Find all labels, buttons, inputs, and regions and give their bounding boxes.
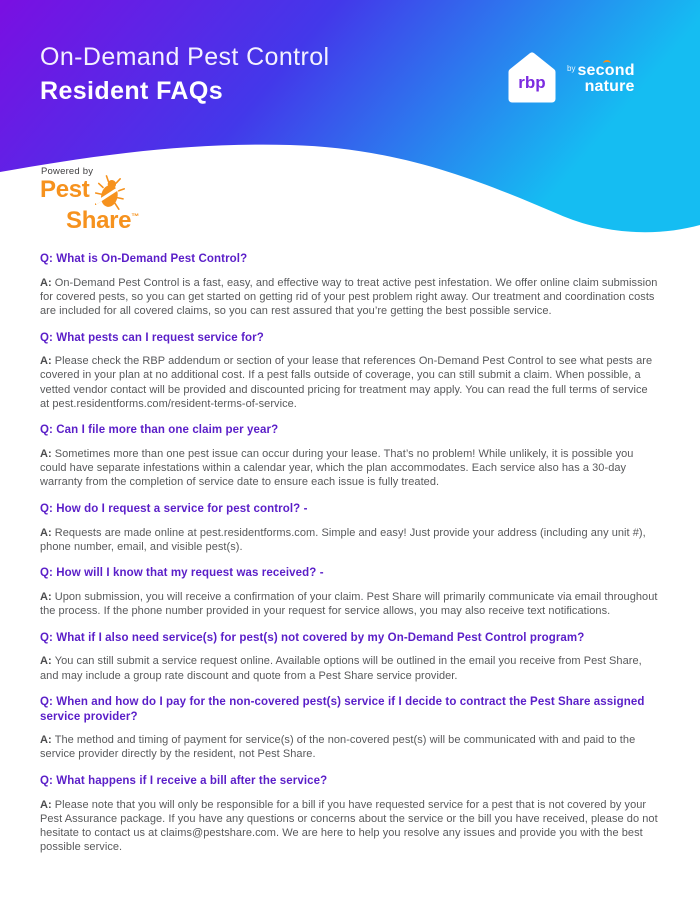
answer-text: Sometimes more than one pest issue can occur during your lease. That’s no problem! While unlikely, it is possible you could have separate infestations within a calendar year, which the plan accommodates. Each service also has a 30-day warranty from the completion of service date to ensure each issue is fully treated. (40, 447, 634, 489)
faq-item (40, 252, 660, 318)
faq-question: Q: When and how do I pay for the non-covered pest(s) service if I decide to contract the Pest Share assigned service provider? (40, 696, 645, 723)
faq-question: Q: What if I also need service(s) for pest(s) not covered by my On-Demand Pest Control program? (40, 631, 585, 644)
answer-prefix: A: (40, 447, 52, 460)
faq-question: Q: What is On-Demand Pest Control? (40, 253, 248, 265)
answer-text: Please note that you will only be responsible for a bill if you have requested service for a pest that is not covered by your Pest Assurance package. If you have any questions or concerns about the service or the bill you have received, please do not hesitate to contact us at claims@pestshare.com. We are here to help you resolve any issues and provide you with the best possible service. (40, 798, 658, 854)
faq-answer (40, 447, 660, 490)
faq-item (40, 566, 660, 618)
answer-prefix: A: (40, 526, 52, 539)
answer-prefix: A: (40, 734, 52, 747)
answer-text: Please check the RBP addendum or section of your lease that references On-Demand Pest Control to see what pests are covered in your plan at no additional cost. If a pest falls outside of coverage, you can still submit a claim. When possible, a vetted vendor contact will be provided and discounted pricing for treatment may apply. You can read the full terms of service at pest.residentforms.com/resident-terms-of-service. (40, 355, 653, 410)
answer-text: You can still submit a service request online. Available options will be outlined in the email you receive from Pest Share, and may include a group rate discount and quote from a Pest Share service provider. (40, 655, 642, 682)
faq-answer (40, 654, 660, 682)
faq-item (40, 695, 660, 761)
page-header (0, 0, 700, 250)
faq-answer (40, 276, 660, 319)
second-nature-wordmark (567, 63, 635, 95)
faq-answer (40, 590, 660, 618)
trademark-symbol: ™ (131, 212, 139, 221)
rbp-second-nature-logo (505, 50, 655, 108)
answer-prefix: A: (40, 276, 52, 289)
answer-text: On-Demand Pest Control is a fast, easy, and effective way to treat active pest infestation. We offer online claim submission for covered pests, so you can get started on getting rid of your pest problem right away. Our treatment and coordination costs are included for all covered claims, so you can rest assured that you’re getting the best possible service. (40, 276, 658, 317)
svg-text:rbp: rbp (518, 73, 546, 92)
faq-item (40, 331, 660, 411)
faq-answer (40, 798, 660, 855)
answer-text: Upon submission, you will receive a confirmation of your claim. Pest Share will primarily communicate via email throughout the process. If the phone number provided in your request for service allows, you may also receive text notifications. (40, 590, 658, 618)
faq-question: Q: What happens if I receive a bill after the service? (40, 775, 328, 788)
answer-prefix: A: (40, 355, 52, 368)
faq-content (0, 250, 700, 854)
faq-item (40, 774, 660, 854)
powered-by-label: Powered by (41, 166, 94, 177)
faq-answer (40, 733, 660, 761)
bug-icon (95, 175, 125, 211)
faq-item (40, 631, 660, 683)
rbp-house-icon (505, 50, 559, 108)
second-word: second (577, 62, 635, 79)
answer-text: The method and timing of payment for service(s) of the non-covered pest(s) will be communicated with and paid to the service provider directly by the resident, not Pest Share. (40, 734, 636, 761)
faq-question: Q: How will I know that my request was received? - (40, 567, 324, 580)
answer-prefix: A: (40, 798, 52, 811)
answer-prefix: A: (40, 590, 52, 603)
answer-text: Requests are made online at pest.residentforms.com. Simple and easy! Just provide your address (including any unit #), phone number, email, and visible pest(s). (40, 526, 646, 553)
faq-question: Q: What pests can I request service for? (40, 331, 264, 344)
orange-o-accent-icon (603, 60, 611, 67)
nature-word: nature (584, 78, 635, 95)
pest-share-logo (40, 166, 139, 234)
share-wordmark: Share™ (66, 207, 139, 234)
faq-question: Q: How do I request a service for pest control? - (40, 503, 308, 516)
faq-answer (40, 354, 660, 411)
pest-wordmark: Pest (40, 176, 90, 203)
faq-item (40, 502, 660, 554)
by-label: by (567, 64, 576, 73)
answer-prefix: A: (40, 655, 52, 668)
faq-item (40, 423, 660, 489)
faq-question: Q: Can I file more than one claim per year? (40, 424, 279, 437)
page-title: On-Demand Pest Control (40, 43, 330, 71)
page-subtitle: Resident FAQs (40, 77, 224, 105)
faq-answer (40, 526, 660, 554)
header-title-block (40, 40, 329, 109)
